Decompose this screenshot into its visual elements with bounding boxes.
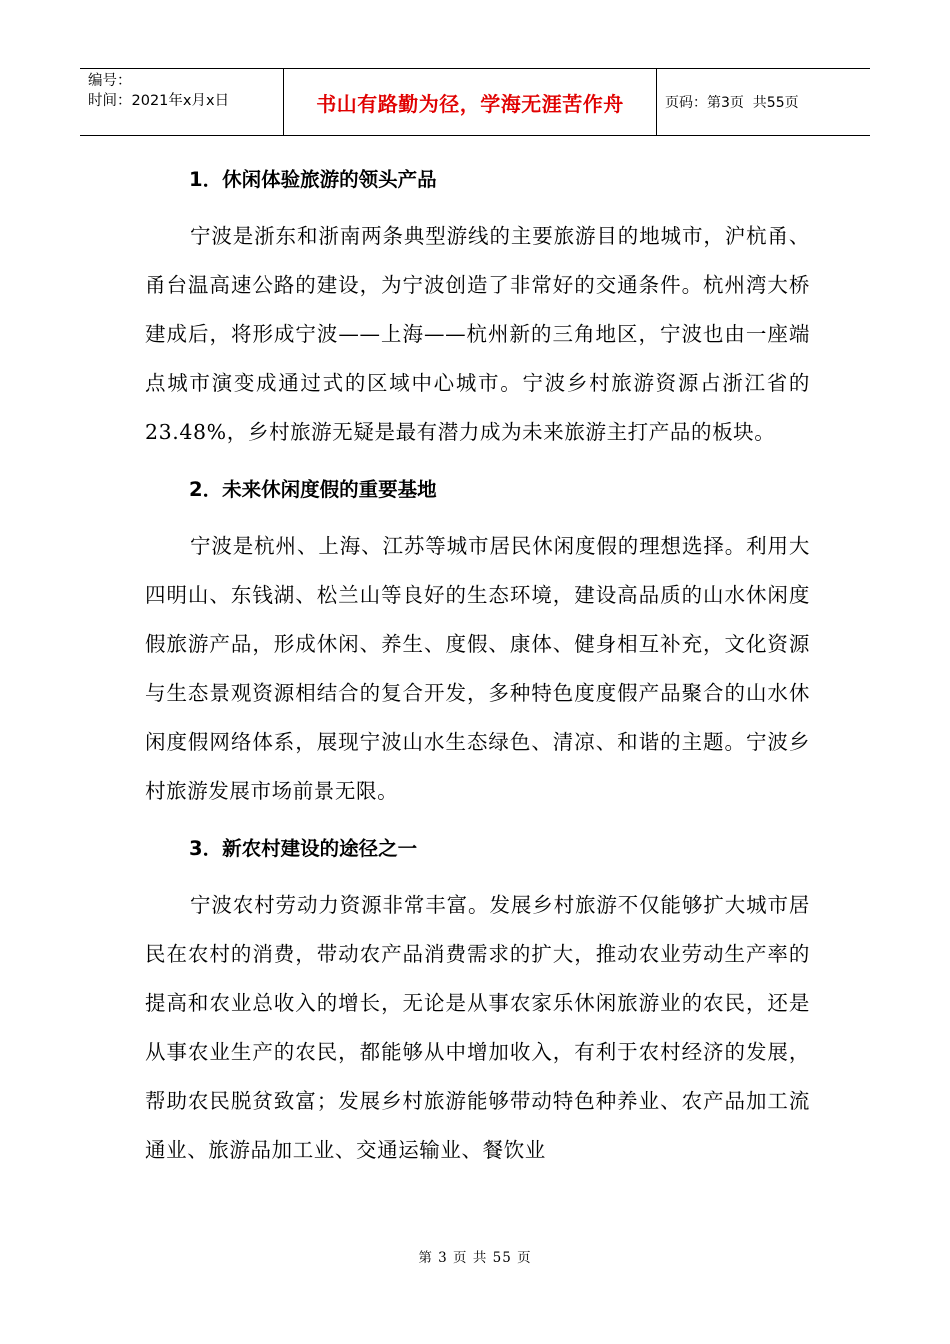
section-2 [145, 473, 810, 816]
section-heading: 1．休闲体验旅游的领头产品 [189, 168, 437, 191]
page-info-text: 页码：第3页 共55页 [665, 95, 799, 111]
page-footer: 第 3 页 共 55 页 [418, 1250, 532, 1266]
header-meta [80, 69, 283, 135]
section-heading: 3．新农村建设的途径之一 [189, 837, 418, 860]
section-paragraph: 宁波农村劳动力资源非常丰富。发展乡村旅游不仅能够扩大城市居民在农村的消费，带动农产品消费需求的扩大，推动农业劳动生产率的提高和农业总收入的增长，无论是从事农家乐休闲旅游业的农民，还是从事农业生产的农民，都能够从中增加收入，有利于农村经济的发展，帮助农民脱贫致富；发展乡村旅游能够带动特色种养业、农产品加工流通业、旅游品加工业、交通运输业、餐饮业 [145, 893, 810, 1162]
serial-number-label: 编号： [88, 73, 132, 89]
date-label: 时间：2021年x月x日 [88, 93, 230, 109]
section-paragraph: 宁波是浙东和浙南两条典型游线的主要旅游目的地城市，沪杭甬、甬台温高速公路的建设，为宁波创造了非常好的交通条件。杭州湾大桥建成后，将形成宁波——上海——杭州新的三角地区，宁波也由一座端点城市演变成通过式的区域中心城市。宁波乡村旅游资源占浙江省的23.48%，乡村旅游无疑是最有潜力成为未来旅游主打产品的板块。 [145, 224, 810, 444]
section-3 [145, 832, 810, 1175]
section-heading: 2．未来休闲度假的重要基地 [189, 478, 437, 501]
header-motto: 书山有路勤为径，学海无涯苦作舟 [283, 69, 657, 135]
page-header [80, 68, 870, 136]
section-paragraph: 宁波是杭州、上海、江苏等城市居民休闲度假的理想选择。利用大四明山、东钱湖、松兰山等良好的生态环境，建设高品质的山水休闲度假旅游产品，形成休闲、养生、度假、康体、健身相互补充，文化资源与生态景观资源相结合的复合开发，多种特色度度假产品聚合的山水休闲度假网络体系，展现宁波山水生态绿色、清凉、和谐的主题。宁波乡村旅游发展市场前景无限。 [145, 534, 810, 803]
header-page-info [657, 69, 870, 135]
document-body [145, 163, 810, 1191]
section-1 [145, 163, 810, 457]
